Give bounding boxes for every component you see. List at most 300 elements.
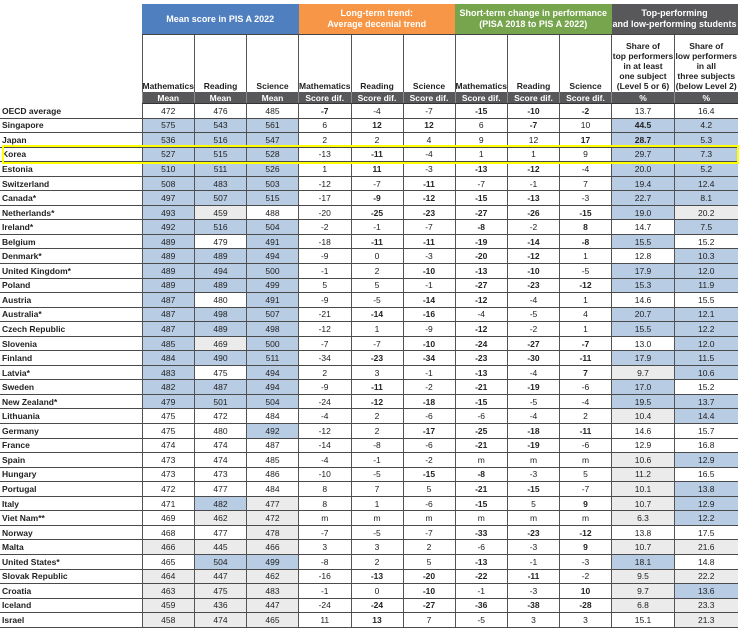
unit-share-top: %: [612, 92, 675, 104]
cell-trend-reading: -7: [351, 336, 403, 351]
cell-mean-math: 466: [142, 540, 195, 555]
cell-share-top: 19.4: [612, 176, 675, 191]
cell-change-math: -8: [455, 220, 508, 235]
cell-mean-math: 536: [142, 133, 195, 148]
share-low-l5: (below Level 2): [675, 81, 737, 91]
cell-change-science: -2: [560, 569, 612, 584]
cell-share-top: 6.3: [612, 511, 675, 526]
cell-trend-math: 8: [299, 496, 352, 511]
cell-mean-reading: 475: [195, 365, 247, 380]
cell-trend-science: -17: [403, 424, 455, 439]
cell-trend-science: -4: [403, 147, 455, 162]
cell-mean-reading: 472: [195, 409, 247, 424]
cell-trend-reading: -13: [351, 569, 403, 584]
cell-change-science: -4: [560, 162, 612, 177]
cell-change-reading: m: [508, 453, 560, 468]
cell-change-reading: -3: [508, 540, 560, 555]
cell-share-top: 10.7: [612, 540, 675, 555]
cell-trend-reading: 12: [351, 118, 403, 133]
cell-trend-reading: m: [351, 511, 403, 526]
cell-trend-science: -34: [403, 351, 455, 366]
cell-change-science: 2: [560, 409, 612, 424]
cell-trend-math: -9: [299, 293, 352, 308]
cell-change-science: m: [560, 511, 612, 526]
cell-mean-reading: 476: [195, 104, 247, 119]
cell-mean-science: 491: [247, 234, 299, 249]
cell-change-math: -8: [455, 467, 508, 482]
cell-trend-math: -12: [299, 322, 352, 337]
cell-trend-reading: -11: [351, 380, 403, 395]
cell-trend-reading: -14: [351, 307, 403, 322]
table-row: [0, 351, 738, 366]
cell-mean-math: 472: [142, 104, 195, 119]
cell-mean-math: 575: [142, 118, 195, 133]
col-header-change-math: Mathematics: [455, 35, 508, 93]
cell-share-low: 13.6: [675, 584, 738, 599]
cell-mean-reading: 474: [195, 438, 247, 453]
cell-trend-reading: 1: [351, 322, 403, 337]
cell-trend-science: -11: [403, 176, 455, 191]
cell-share-low: 5.2: [675, 162, 738, 177]
cell-change-science: 7: [560, 365, 612, 380]
cell-trend-math: -24: [299, 598, 352, 613]
cell-share-top: 14.7: [612, 220, 675, 235]
cell-mean-reading: 501: [195, 394, 247, 409]
country-name: Croatia: [0, 584, 142, 599]
cell-change-science: 4: [560, 307, 612, 322]
cell-mean-science: 478: [247, 525, 299, 540]
cell-mean-reading: 477: [195, 525, 247, 540]
cell-change-reading: -5: [508, 394, 560, 409]
table-row: [0, 511, 738, 526]
cell-trend-math: -4: [299, 409, 352, 424]
cell-trend-science: -23: [403, 205, 455, 220]
cell-trend-science: -15: [403, 467, 455, 482]
cell-change-math: -13: [455, 365, 508, 380]
cell-share-low: 13.8: [675, 482, 738, 497]
cell-mean-science: 494: [247, 249, 299, 264]
cell-trend-math: -7: [299, 525, 352, 540]
cell-share-top: 9.5: [612, 569, 675, 584]
share-top-l2: top performers: [612, 51, 674, 61]
cell-trend-science: -3: [403, 249, 455, 264]
cell-trend-reading: 2: [351, 133, 403, 148]
country-name: Lithuania: [0, 409, 142, 424]
cell-change-math: -12: [455, 293, 508, 308]
cell-trend-math: -13: [299, 147, 352, 162]
cell-trend-science: -27: [403, 598, 455, 613]
cell-change-science: 1: [560, 249, 612, 264]
cell-trend-reading: 13: [351, 613, 403, 628]
cell-mean-reading: 516: [195, 133, 247, 148]
unit-change-reading: Score dif.: [508, 92, 560, 104]
cell-change-science: -6: [560, 438, 612, 453]
cell-trend-reading: 2: [351, 409, 403, 424]
cell-share-low: 16.5: [675, 467, 738, 482]
cell-change-math: -27: [455, 278, 508, 293]
cell-change-reading: -14: [508, 234, 560, 249]
cell-mean-reading: 483: [195, 176, 247, 191]
cell-mean-science: 503: [247, 176, 299, 191]
cell-change-science: 8: [560, 220, 612, 235]
cell-change-math: -21: [455, 380, 508, 395]
cell-share-top: 14.6: [612, 424, 675, 439]
cell-share-top: 22.7: [612, 191, 675, 206]
cell-share-top: 44.5: [612, 118, 675, 133]
cell-change-science: 1: [560, 293, 612, 308]
cell-mean-math: 469: [142, 511, 195, 526]
cell-change-reading: -12: [508, 162, 560, 177]
cell-trend-science: 7: [403, 613, 455, 628]
cell-trend-science: -10: [403, 264, 455, 279]
cell-change-reading: -11: [508, 569, 560, 584]
cell-share-top: 19.5: [612, 394, 675, 409]
cell-mean-math: 485: [142, 336, 195, 351]
cell-mean-math: 487: [142, 307, 195, 322]
short-term-line2: (PISA 2018 to PIS A 2022): [479, 19, 588, 29]
cell-change-math: -6: [455, 540, 508, 555]
cell-share-top: 10.7: [612, 496, 675, 511]
table-row: [0, 264, 738, 279]
cell-mean-reading: 489: [195, 249, 247, 264]
cell-share-low: 12.2: [675, 322, 738, 337]
col-header-mean-reading: Reading: [195, 35, 247, 93]
group-header-long-term-trend: [299, 4, 456, 35]
country-name: Latvia*: [0, 365, 142, 380]
cell-share-low: 10.3: [675, 249, 738, 264]
cell-change-math: -5: [455, 613, 508, 628]
col-header-change-science: Science: [560, 35, 612, 93]
country-name: Iceland: [0, 598, 142, 613]
cell-change-reading: -13: [508, 191, 560, 206]
cell-trend-science: -6: [403, 409, 455, 424]
unit-mean-science: Mean: [247, 92, 299, 104]
cell-trend-science: -1: [403, 365, 455, 380]
cell-change-math: -13: [455, 162, 508, 177]
unit-mean-reading: Mean: [195, 92, 247, 104]
group-header-mean-score: [142, 4, 299, 35]
cell-mean-science: 465: [247, 613, 299, 628]
cell-change-science: -11: [560, 351, 612, 366]
table-row: [0, 569, 738, 584]
cell-trend-science: -18: [403, 394, 455, 409]
cell-share-low: 23.3: [675, 598, 738, 613]
cell-share-low: 7.5: [675, 220, 738, 235]
cell-trend-science: 5: [403, 482, 455, 497]
cell-change-math: -4: [455, 307, 508, 322]
cell-trend-science: 4: [403, 133, 455, 148]
corner-cell: [0, 4, 142, 35]
cell-mean-reading: 479: [195, 234, 247, 249]
cell-share-low: 22.2: [675, 569, 738, 584]
cell-share-low: 15.2: [675, 380, 738, 395]
cell-share-low: 11.9: [675, 278, 738, 293]
cell-mean-science: 494: [247, 365, 299, 380]
cell-change-reading: -10: [508, 104, 560, 119]
cell-trend-science: -10: [403, 336, 455, 351]
cell-share-low: 12.0: [675, 264, 738, 279]
unit-trend-reading: Score dif.: [351, 92, 403, 104]
cell-mean-science: 547: [247, 133, 299, 148]
long-term-line2: Average decenial trend: [327, 19, 427, 29]
cell-share-low: 17.5: [675, 525, 738, 540]
cell-mean-reading: 473: [195, 467, 247, 482]
cell-trend-math: 1: [299, 162, 352, 177]
unit-mean-math: Mean: [142, 92, 195, 104]
cell-change-science: -2: [560, 104, 612, 119]
cell-change-reading: -4: [508, 365, 560, 380]
cell-share-top: 10.6: [612, 453, 675, 468]
col-header-change-reading: Reading: [508, 35, 560, 93]
cell-change-reading: 5: [508, 496, 560, 511]
cell-change-science: -3: [560, 191, 612, 206]
cell-change-science: 7: [560, 176, 612, 191]
cell-mean-science: 515: [247, 191, 299, 206]
cell-mean-reading: 474: [195, 613, 247, 628]
cell-share-top: 10.1: [612, 482, 675, 497]
cell-trend-reading: 0: [351, 584, 403, 599]
country-name: OECD average: [0, 104, 142, 119]
table-row: [0, 584, 738, 599]
cell-mean-reading: 445: [195, 540, 247, 555]
cell-change-reading: -15: [508, 482, 560, 497]
col-header-trend-math: Mathematics: [299, 35, 352, 93]
cell-change-math: -27: [455, 205, 508, 220]
share-low-l3: in all: [696, 61, 716, 71]
unit-change-science: Score dif.: [560, 92, 612, 104]
country-name: Ireland*: [0, 220, 142, 235]
country-name: Singapore: [0, 118, 142, 133]
cell-change-math: -12: [455, 322, 508, 337]
cell-change-reading: -26: [508, 205, 560, 220]
cell-change-math: -24: [455, 336, 508, 351]
cell-mean-science: 500: [247, 264, 299, 279]
cell-change-science: 9: [560, 540, 612, 555]
table-row: [0, 540, 738, 555]
cell-mean-science: 447: [247, 598, 299, 613]
share-top-l3: in at least: [623, 61, 663, 71]
cell-trend-math: -18: [299, 234, 352, 249]
cell-change-math: 1: [455, 147, 508, 162]
cell-trend-math: m: [299, 511, 352, 526]
cell-share-low: 15.5: [675, 293, 738, 308]
cell-trend-reading: 5: [351, 278, 403, 293]
table-row: [0, 453, 738, 468]
cell-change-math: -36: [455, 598, 508, 613]
cell-share-top: 17.0: [612, 380, 675, 395]
table-row: [0, 293, 738, 308]
cell-change-science: -12: [560, 278, 612, 293]
cell-share-top: 17.9: [612, 264, 675, 279]
cell-mean-reading: 462: [195, 511, 247, 526]
cell-trend-math: -9: [299, 380, 352, 395]
cell-mean-math: 465: [142, 554, 195, 569]
cell-trend-math: -7: [299, 104, 352, 119]
country-name: France: [0, 438, 142, 453]
cell-trend-reading: -24: [351, 598, 403, 613]
cell-trend-math: -16: [299, 569, 352, 584]
unit-change-math: Score dif.: [455, 92, 508, 104]
cell-mean-science: 485: [247, 104, 299, 119]
unit-header-row: [0, 92, 738, 104]
cell-share-top: 13.0: [612, 336, 675, 351]
cell-share-low: 15.2: [675, 234, 738, 249]
cell-share-top: 13.8: [612, 525, 675, 540]
cell-mean-science: 466: [247, 540, 299, 555]
cell-share-low: 12.2: [675, 511, 738, 526]
cell-share-low: 21.6: [675, 540, 738, 555]
cell-mean-reading: 447: [195, 569, 247, 584]
cell-share-low: 15.7: [675, 424, 738, 439]
cell-trend-math: 2: [299, 133, 352, 148]
cell-mean-science: 511: [247, 351, 299, 366]
cell-trend-math: -17: [299, 191, 352, 206]
cell-change-science: 5: [560, 467, 612, 482]
cell-change-reading: -12: [508, 249, 560, 264]
cell-mean-reading: 475: [195, 584, 247, 599]
cell-change-reading: -2: [508, 220, 560, 235]
table-row: [0, 307, 738, 322]
cell-change-math: -7: [455, 176, 508, 191]
col-header-trend-reading: Reading: [351, 35, 403, 93]
cell-mean-math: 483: [142, 365, 195, 380]
cell-trend-science: -6: [403, 496, 455, 511]
cell-trend-math: -4: [299, 453, 352, 468]
cell-change-science: -5: [560, 264, 612, 279]
table-row: [0, 380, 738, 395]
cell-trend-science: 12: [403, 118, 455, 133]
country-name: Portugal: [0, 482, 142, 497]
cell-trend-reading: -5: [351, 525, 403, 540]
country-name: Netherlands*: [0, 205, 142, 220]
cell-trend-math: 8: [299, 482, 352, 497]
cell-mean-math: 527: [142, 147, 195, 162]
cell-trend-reading: -4: [351, 104, 403, 119]
cell-mean-science: 472: [247, 511, 299, 526]
country-name: Austria: [0, 293, 142, 308]
cell-trend-reading: -7: [351, 176, 403, 191]
cell-share-low: 14.4: [675, 409, 738, 424]
cell-trend-reading: -8: [351, 438, 403, 453]
cell-share-top: 10.4: [612, 409, 675, 424]
table-row: [0, 613, 738, 628]
cell-change-reading: -2: [508, 322, 560, 337]
cell-trend-science: m: [403, 511, 455, 526]
cell-trend-science: 2: [403, 540, 455, 555]
cell-mean-math: 475: [142, 409, 195, 424]
cell-change-reading: 1: [508, 147, 560, 162]
cell-share-low: 11.5: [675, 351, 738, 366]
cell-trend-math: -1: [299, 584, 352, 599]
country-name: Belgium: [0, 234, 142, 249]
cell-change-science: 1: [560, 322, 612, 337]
cell-change-math: 6: [455, 118, 508, 133]
cell-change-science: m: [560, 453, 612, 468]
cell-change-science: 10: [560, 584, 612, 599]
cell-share-low: 12.9: [675, 453, 738, 468]
cell-trend-reading: 1: [351, 496, 403, 511]
cell-trend-math: -9: [299, 249, 352, 264]
cell-change-math: -13: [455, 264, 508, 279]
cell-trend-reading: 2: [351, 424, 403, 439]
corner-cell-3: [0, 92, 142, 104]
cell-change-reading: -19: [508, 438, 560, 453]
group-header-short-term-change: [455, 4, 612, 35]
cell-mean-reading: 489: [195, 278, 247, 293]
group-header-top-low-performers: [612, 4, 738, 35]
cell-share-top: 11.2: [612, 467, 675, 482]
table-row: [0, 162, 738, 177]
cell-trend-science: -10: [403, 584, 455, 599]
cell-trend-math: 5: [299, 278, 352, 293]
cell-change-reading: -19: [508, 380, 560, 395]
cell-mean-math: 482: [142, 380, 195, 395]
table-body: [0, 104, 738, 628]
cell-mean-math: 484: [142, 351, 195, 366]
cell-mean-math: 472: [142, 482, 195, 497]
cell-mean-reading: 487: [195, 380, 247, 395]
cell-mean-reading: 480: [195, 293, 247, 308]
cell-trend-reading: 3: [351, 365, 403, 380]
cell-share-top: 20.0: [612, 162, 675, 177]
cell-mean-math: 474: [142, 438, 195, 453]
country-name: Spain: [0, 453, 142, 468]
cell-share-top: 20.7: [612, 307, 675, 322]
cell-mean-science: 484: [247, 409, 299, 424]
cell-trend-reading: -9: [351, 191, 403, 206]
cell-change-math: -6: [455, 409, 508, 424]
cell-change-science: -6: [560, 380, 612, 395]
cell-share-top: 13.7: [612, 104, 675, 119]
table-row: [0, 249, 738, 264]
cell-share-top: 12.9: [612, 438, 675, 453]
cell-change-math: -25: [455, 424, 508, 439]
cell-mean-science: 462: [247, 569, 299, 584]
cell-share-top: 15.5: [612, 234, 675, 249]
cell-change-math: -21: [455, 482, 508, 497]
cell-share-top: 18.1: [612, 554, 675, 569]
table-row: [0, 409, 738, 424]
cell-trend-science: -11: [403, 234, 455, 249]
country-name: Japan: [0, 133, 142, 148]
cell-mean-math: 473: [142, 453, 195, 468]
share-top-l4: one subject: [619, 71, 667, 81]
cell-trend-reading: 2: [351, 554, 403, 569]
cell-mean-science: 507: [247, 307, 299, 322]
group-header-mean-label: Mean score in PIS A 2022: [166, 13, 275, 24]
cell-change-math: -1: [455, 584, 508, 599]
cell-share-low: 12.0: [675, 336, 738, 351]
cell-change-science: -12: [560, 525, 612, 540]
short-term-line1: Short-term change in performance: [459, 8, 608, 18]
country-name: United Kingdom*: [0, 264, 142, 279]
share-low-l1: Share of: [689, 41, 724, 51]
cell-share-top: 15.1: [612, 613, 675, 628]
cell-change-reading: 12: [508, 133, 560, 148]
cell-mean-math: 489: [142, 234, 195, 249]
cell-trend-reading: -5: [351, 293, 403, 308]
country-name: United States*: [0, 554, 142, 569]
unit-trend-science: Score dif.: [403, 92, 455, 104]
table-row: [0, 234, 738, 249]
cell-mean-science: 504: [247, 220, 299, 235]
top-low-line1: Top-performing: [641, 8, 708, 18]
cell-trend-science: -9: [403, 322, 455, 337]
cell-share-top: 15.3: [612, 278, 675, 293]
cell-change-reading: -5: [508, 307, 560, 322]
country-name: Poland: [0, 278, 142, 293]
cell-share-low: 16.8: [675, 438, 738, 453]
